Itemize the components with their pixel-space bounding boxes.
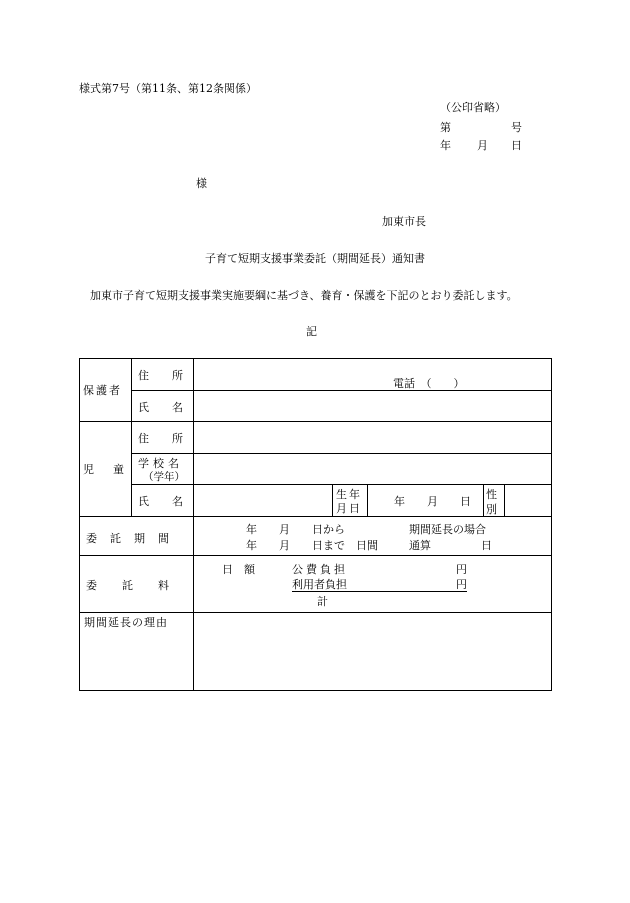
period-to-line: 年 月 日まで 日間: [246, 539, 378, 552]
fee-user-row: [292, 576, 467, 592]
issuer-name: 加東市長: [382, 215, 426, 228]
fee-total-label: 計: [317, 595, 328, 608]
seal-omitted-note: （公印省略）: [440, 101, 506, 114]
guardian-name-label: 氏 名: [138, 401, 189, 414]
child-sex-label-1: 性: [486, 488, 497, 501]
period-label: 委 託 期 間: [86, 532, 170, 545]
date-year: 年: [440, 139, 451, 152]
child-school-label: 学校名: [138, 457, 183, 470]
fee-user-label: 利用者負担: [292, 578, 347, 591]
document-number-suffix: 号: [511, 121, 522, 134]
child-label: 児 童: [83, 463, 128, 476]
child-birth-label-2: 月日: [336, 502, 362, 515]
guardian-label: 保護者: [83, 384, 122, 397]
period-total-label: 通算: [409, 539, 431, 552]
form-number: 様式第7号（第11条、第12条関係）: [79, 82, 257, 95]
body-text: 加東市子育て短期支援事業実施要綱に基づき、養育・保護を下記のとおり委託します。: [90, 289, 518, 302]
fee-yen-2: 円: [456, 578, 467, 591]
fee-public-label: 公費負担: [292, 563, 348, 576]
document-title: 子育て短期支援事業委託（期間延長）通知書: [205, 252, 425, 265]
extension-reason-label: 期間延長の理由: [84, 616, 168, 629]
period-from-line: 年 月 日から: [246, 523, 345, 536]
period-extension-label: 期間延長の場合: [409, 523, 486, 536]
document-number-prefix: 第: [440, 121, 451, 134]
period-total-unit: 日: [481, 539, 492, 552]
addressee-suffix: 様: [196, 177, 207, 190]
child-birth-value: 年 月 日: [394, 495, 471, 508]
child-name-label: 氏 名: [138, 495, 189, 508]
child-sex-label-2: 別: [486, 503, 497, 516]
child-birth-label-1: 生年: [336, 488, 362, 501]
fee-daily-label: 日 額: [222, 563, 255, 576]
ki-marker: 記: [306, 325, 317, 338]
guardian-address-label: 住 所: [138, 369, 189, 382]
child-address-label: 住 所: [138, 432, 189, 445]
guardian-phone-label: 電話 （ ）: [393, 377, 465, 390]
date-day: 日: [511, 139, 522, 152]
fee-label: 委 託 料: [86, 579, 170, 592]
child-grade-label: （学年）: [143, 471, 185, 483]
date-month: 月: [477, 139, 488, 152]
fee-yen-1: 円: [456, 563, 467, 576]
